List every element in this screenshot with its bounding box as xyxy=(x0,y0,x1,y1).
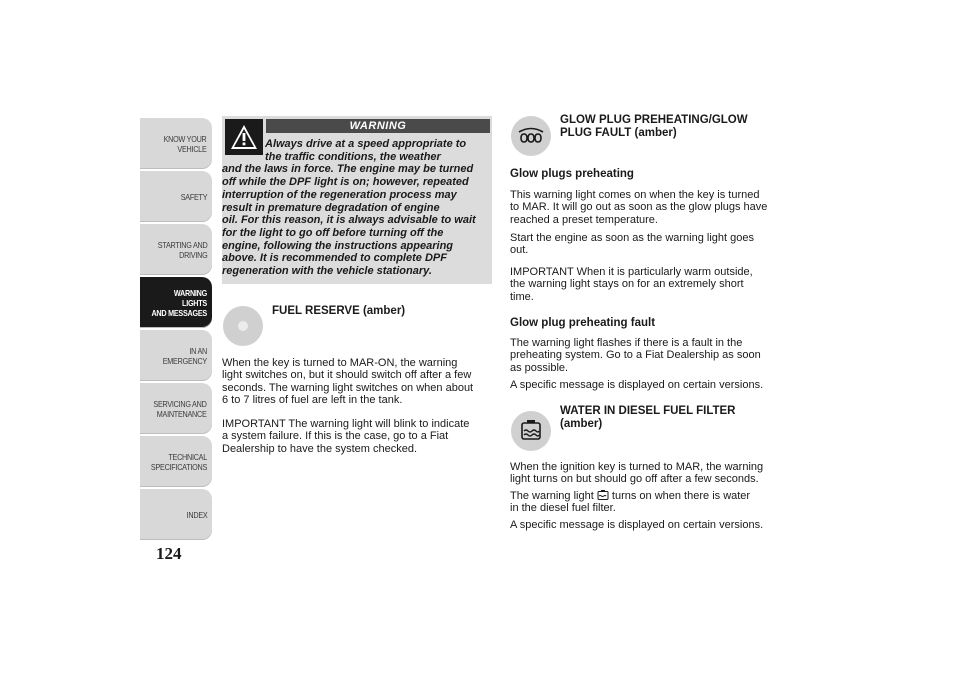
tab-index[interactable] xyxy=(140,489,212,540)
tab-label: SAFETY xyxy=(180,191,207,202)
warning-line: the traffic conditions, the weather xyxy=(265,150,441,163)
text-line: When the key is turned to MAR-ON, the warning xyxy=(222,357,458,369)
text-line: the warning light stays on for an extremely short xyxy=(510,278,744,291)
text-line: light switches on, but it should switch off after a few xyxy=(222,369,472,382)
tab-label: INDEX xyxy=(186,509,207,520)
tab-label: KNOW YOUR VEHICLE xyxy=(164,133,207,154)
warning-line: regeneration with the vehicle stationary. xyxy=(222,265,432,278)
warning-box xyxy=(222,116,492,284)
warning-heading: WARNING xyxy=(266,119,490,133)
text-line: as possible. xyxy=(510,361,569,374)
text-line: The warning light flashes if there is a fault in the xyxy=(510,337,743,349)
glow-plugs-preheating-subheading: Glow plugs preheating xyxy=(510,168,634,180)
glow-plug-icon xyxy=(511,116,551,156)
tab-know-your-vehicle[interactable] xyxy=(140,118,212,169)
warning-line: Always drive at a speed appropriate to xyxy=(265,138,467,150)
tab-safety[interactable] xyxy=(140,171,212,222)
warning-line: oil. For this reason, it is always advisable to wait xyxy=(222,214,476,227)
tab-label: IN AN EMERGENCY xyxy=(162,345,207,366)
text-line: to MAR. It will go out as soon as the glow plugs have xyxy=(510,201,768,214)
water-in-fuel-inline-icon xyxy=(597,490,609,500)
text-line: A specific message is displayed on certain versions. xyxy=(510,379,764,391)
text-line: 6 to 7 litres of fuel are left in the tank. xyxy=(222,393,403,406)
warning-line: for the light to go off before turning off the xyxy=(222,226,444,239)
text-line: a system failure. If this is the case, go to a Fiat xyxy=(222,430,449,443)
water-filter-para1 xyxy=(510,461,763,486)
tab-warning-lights[interactable] xyxy=(140,277,212,328)
glow-plug-para2 xyxy=(510,232,754,257)
text-line: Dealership to have the system checked. xyxy=(222,442,418,455)
text-line: Start the engine as soon as the warning light goes xyxy=(510,232,754,244)
text-line: preheating system. Go to a Fiat Dealership as soon xyxy=(510,349,761,362)
text-line: out. xyxy=(510,244,529,257)
glow-plug-para3 xyxy=(510,266,753,303)
text-line: seconds. The warning light switches on when about xyxy=(222,381,474,394)
title-line: PLUG FAULT (amber) xyxy=(560,127,677,139)
tab-technical-specifications[interactable] xyxy=(140,436,212,487)
glow-plug-para5 xyxy=(510,379,763,391)
text-line: A specific message is displayed on certain versions. xyxy=(510,519,764,531)
text-line: This warning light comes on when the key is turned xyxy=(510,189,760,201)
text-line: light turns on but should go off after a few seconds. xyxy=(510,473,759,486)
page-number: 124 xyxy=(156,544,182,563)
text-line xyxy=(510,490,750,502)
warning-line: interruption of the regeneration process may xyxy=(222,188,457,201)
text-line: IMPORTANT When it is particularly warm outside, xyxy=(510,266,753,278)
tab-label: STARTING AND DRIVING xyxy=(157,239,207,260)
water-filter-title xyxy=(560,405,736,431)
warning-text xyxy=(222,138,490,278)
warning-line: result in premature degradation of engine xyxy=(222,201,440,214)
text-line: time. xyxy=(510,290,534,303)
water-filter-para2 xyxy=(510,490,750,515)
fuel-reserve-icon xyxy=(223,306,263,346)
tab-servicing[interactable] xyxy=(140,383,212,434)
fuel-reserve-para2 xyxy=(222,418,469,455)
water-in-fuel-icon xyxy=(511,411,551,451)
warning-line: engine, following the instructions appearing xyxy=(222,239,454,252)
water-filter-para3 xyxy=(510,519,763,531)
glow-plug-title xyxy=(560,114,748,140)
glow-plug-fault-subheading: Glow plug preheating fault xyxy=(510,317,656,329)
tab-label: TECHNICAL SPECIFICATIONS xyxy=(150,451,207,472)
warning-line: off while the DPF light is on; however, repeated xyxy=(222,176,469,189)
tab-starting-and-driving[interactable] xyxy=(140,224,212,275)
warning-line: above. It is recommended to complete DPF xyxy=(222,252,447,265)
tab-label: WARNING LIGHTS AND MESSAGES xyxy=(151,287,207,318)
text-fragment: turns on when there is water xyxy=(611,490,751,502)
title-line: (amber) xyxy=(560,418,603,430)
text-fragment: The warning light xyxy=(510,490,594,502)
text-line: IMPORTANT The warning light will blink to indicate xyxy=(222,418,470,430)
text-line: When the ignition key is turned to MAR, the warning xyxy=(510,461,764,473)
text-line: in the diesel fuel filter. xyxy=(510,502,616,515)
warning-line: and the laws in force. The engine may be turned xyxy=(222,163,474,176)
glow-plug-para1 xyxy=(510,189,767,226)
tab-label: SERVICING AND MAINTENANCE xyxy=(153,398,207,419)
text-line: reached a preset temperature. xyxy=(510,213,658,226)
glow-plug-para4 xyxy=(510,337,761,374)
title-line: WATER IN DIESEL FUEL FILTER xyxy=(560,405,736,417)
tab-in-an-emergency[interactable] xyxy=(140,330,212,381)
fuel-reserve-title: FUEL RESERVE (amber) xyxy=(272,305,406,317)
title-line: GLOW PLUG PREHEATING/GLOW xyxy=(560,114,748,126)
fuel-reserve-para1 xyxy=(222,357,473,406)
